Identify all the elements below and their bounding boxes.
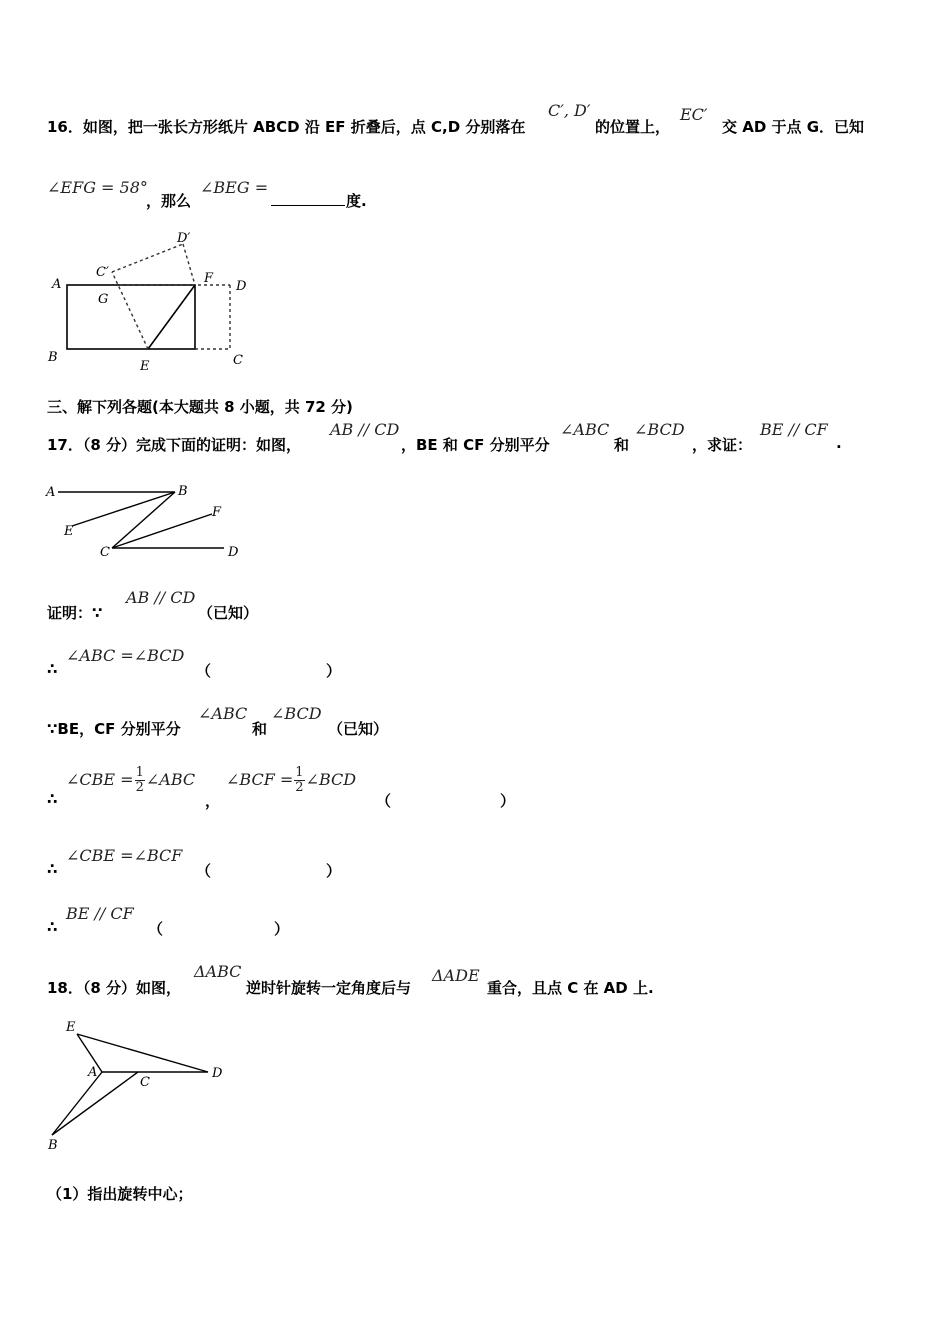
q17-math-bcd: ∠BCD xyxy=(634,420,685,439)
proof-step-1-reason: （已知） xyxy=(198,604,259,622)
proof-step-6-close: ） xyxy=(274,920,290,938)
fig16-df-dashed xyxy=(183,244,195,285)
q17-text-3: ，求证： xyxy=(692,436,753,454)
fig17-label-c: C xyxy=(100,545,110,560)
q16-text-4: ，那么 xyxy=(146,192,192,210)
proof-step-6-therefore: ∴ xyxy=(47,918,58,936)
fig16-rect-solid xyxy=(67,285,195,349)
q16-text-1: 16．如图，把一张长方形纸片 ABCD 沿 EF 折叠后，点 C,D 分别落在 xyxy=(47,118,526,136)
fig16-label-e: E xyxy=(140,359,150,374)
fig17-bc-line xyxy=(112,492,175,548)
proof-step-5-open: （ xyxy=(196,862,212,880)
fig16-ec-dashed xyxy=(112,272,148,349)
proof-step-4-abc: ∠ABC xyxy=(145,770,196,789)
figure-18 xyxy=(40,1015,240,1155)
q18-text-3: 重合，且点 C 在 AD 上. xyxy=(487,979,654,997)
q17-text-and: 和 xyxy=(614,436,630,454)
proof-step-4-half-2-num: 1 xyxy=(295,765,304,780)
q16-math-beg: ∠BEG = xyxy=(200,178,269,197)
fig18-label-b: B xyxy=(48,1138,58,1153)
proof-step-5-therefore: ∴ xyxy=(47,860,58,878)
proof-step-3-and: 和 xyxy=(252,720,268,738)
proof-step-3-math-1: ∠ABC xyxy=(198,704,248,723)
fig16-label-a: A xyxy=(52,277,62,292)
proof-step-3-math-2: ∠BCD xyxy=(271,704,322,723)
figure-16 xyxy=(40,225,270,375)
proof-step-1-math: AB // CD xyxy=(126,588,196,607)
proof-step-5-math: ∠CBE =∠BCF xyxy=(66,846,183,865)
q16-answer-blank[interactable] xyxy=(271,205,345,206)
proof-step-4-therefore: ∴ xyxy=(47,790,58,808)
fig18-label-a: A xyxy=(88,1065,98,1080)
q17-math-abc: ∠ABC xyxy=(560,420,610,439)
proof-step-3-text: ∵BE，CF 分别平分 xyxy=(47,720,181,738)
q16-math-ec: EC′ xyxy=(680,105,708,124)
q16-text-5: 度. xyxy=(346,192,367,210)
proof-step-4-math xyxy=(66,766,195,795)
proof-step-4-bcf: ∠BCF = xyxy=(226,770,294,789)
proof-step-4-half-2 xyxy=(294,766,304,795)
fig16-ef-line xyxy=(148,285,195,349)
fig16-label-d-prime: D′ xyxy=(177,231,191,246)
proof-step-4-open: （ xyxy=(376,792,392,810)
fig16-label-f: F xyxy=(204,271,214,286)
q18-text-2: 逆时针旋转一定角度后与 xyxy=(246,979,412,997)
proof-step-2-therefore: ∴ xyxy=(47,660,58,678)
fig16-label-b: B xyxy=(48,350,58,365)
fig17-label-d: D xyxy=(228,545,239,560)
proof-step-5-close: ） xyxy=(326,862,342,880)
q16-text-2: 的位置上， xyxy=(595,118,671,136)
q16-text-3: 交 AD 于点 G．已知 xyxy=(722,118,865,136)
proof-step-2-math: ∠ABC =∠BCD xyxy=(66,646,185,665)
fig18-label-e: E xyxy=(66,1020,76,1035)
proof-step-4-close: ） xyxy=(500,792,516,810)
proof-step-4-half-1-num: 1 xyxy=(135,765,144,780)
fig18-label-d: D xyxy=(212,1066,223,1081)
q18-part-1: （1）指出旋转中心； xyxy=(47,1185,193,1203)
q16-math-cd: C′, D′ xyxy=(548,101,591,120)
q18-math-ade: ΔADE xyxy=(432,966,480,985)
fig17-label-b: B xyxy=(178,484,188,499)
proof-step-4-cbe: ∠CBE = xyxy=(66,770,134,789)
proof-step-4-half-2-den: 2 xyxy=(295,780,304,795)
q18-math-abc: ΔABC xyxy=(194,962,242,981)
fig17-label-e: E xyxy=(64,524,74,539)
q17-text-end: . xyxy=(836,434,842,452)
fig18-label-c: C xyxy=(140,1075,150,1090)
proof-step-4-comma: ， xyxy=(205,792,221,810)
fig16-label-c-prime: C′ xyxy=(96,265,109,280)
fig16-label-c: C xyxy=(233,353,243,368)
q17-math-abcd: AB // CD xyxy=(330,420,400,439)
fig17-label-a: A xyxy=(46,485,56,500)
proof-step-1-label: 证明：∵ xyxy=(47,604,103,622)
proof-step-4-half-1 xyxy=(135,766,145,795)
proof-step-4-bcd: ∠BCD xyxy=(305,770,357,789)
fig16-label-g: G xyxy=(98,292,109,307)
q17-math-becf: BE // CF xyxy=(760,420,828,439)
fig17-be-line xyxy=(72,492,175,526)
proof-step-4-half-1-den: 2 xyxy=(135,780,144,795)
proof-step-2-open: （ xyxy=(196,662,212,680)
q18-text-1: 18．（8 分）如图， xyxy=(47,979,182,997)
fig17-cf-line xyxy=(112,514,212,548)
q17-text-1: 17．（8 分）完成下面的证明：如图， xyxy=(47,436,302,454)
section-3-heading: 三、解下列各题(本大题共 8 小题，共 72 分) xyxy=(47,398,353,416)
fig16-cd-dashed xyxy=(112,244,183,272)
fig16-label-d: D xyxy=(236,279,247,294)
proof-step-2-close: ） xyxy=(326,662,342,680)
figure-17 xyxy=(40,478,250,563)
proof-step-4-math-2 xyxy=(226,766,356,795)
proof-step-6-math: BE // CF xyxy=(66,904,134,923)
proof-step-6-open: （ xyxy=(148,920,164,938)
q17-text-2: ，BE 和 CF 分别平分 xyxy=(401,436,550,454)
q16-math-efg: ∠EFG = 58° xyxy=(47,178,148,197)
fig17-label-f: F xyxy=(212,505,222,520)
proof-step-3-reason: （已知） xyxy=(328,720,389,738)
